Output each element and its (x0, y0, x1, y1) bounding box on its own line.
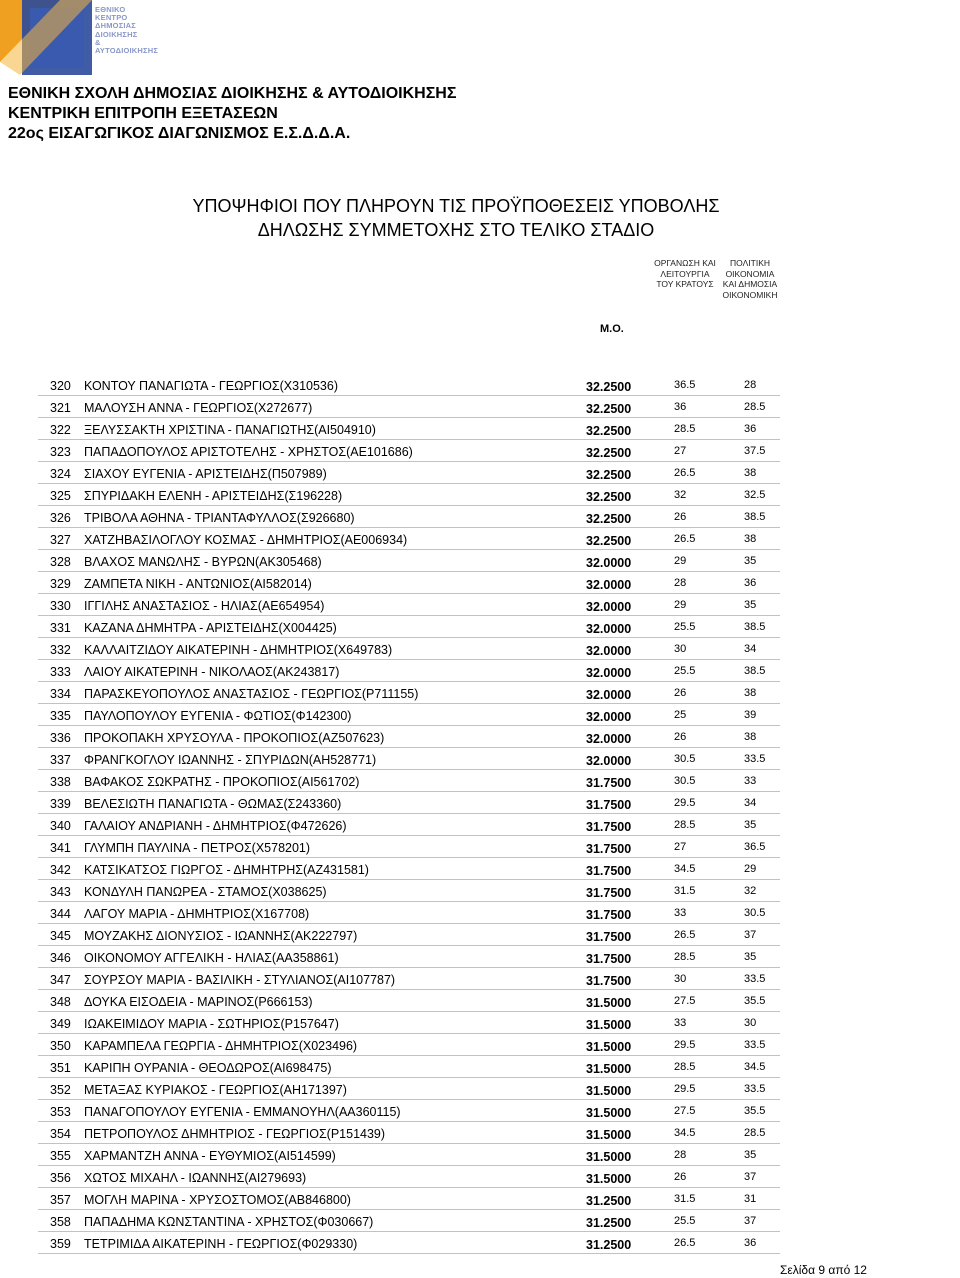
row-number: 330 (50, 599, 71, 613)
row-number: 356 (50, 1171, 71, 1185)
row-number: 328 (50, 555, 71, 569)
candidate-name: ΓΑΛΑΙΟΥ ΑΝΔΡΙΑΝΗ - ΔΗΜΗΤΡΙΟΣ(Φ472626) (84, 819, 347, 833)
average-score: 31.7500 (586, 974, 632, 988)
table-row (38, 638, 780, 660)
row-number: 341 (50, 841, 71, 855)
average-score: 31.7500 (586, 908, 632, 922)
table-row (38, 1188, 780, 1210)
table-row (38, 440, 780, 462)
average-score: 31.7500 (586, 776, 632, 790)
score-economics: 33.5 (744, 1039, 766, 1051)
row-number: 348 (50, 995, 71, 1009)
candidate-name: ΠΑΥΛΟΠΟΥΛΟΥ ΕΥΓΕΝΙΑ - ΦΩΤΙΟΣ(Φ142300) (84, 709, 352, 723)
row-number: 334 (50, 687, 71, 701)
candidate-name: ΜΑΛΟΥΣΗ ΑΝΝΑ - ΓΕΩΡΓΙΟΣ(Χ272677) (84, 401, 313, 415)
candidate-name: ΒΛΑΧΟΣ ΜΑΝΩΛΗΣ - ΒΥΡΩΝ(ΑΚ305468) (84, 555, 322, 569)
column-header-line: ΛΕΙΤΟΥΡΓΙΑ (660, 268, 710, 279)
table-row (38, 550, 780, 572)
row-number: 357 (50, 1193, 71, 1207)
score-economics: 38.5 (744, 511, 766, 523)
candidate-name: ΜΕΤΑΞΑΣ ΚΥΡΙΑΚΟΣ - ΓΕΩΡΓΙΟΣ(ΑΗ171397) (84, 1083, 347, 1097)
score-organization: 26 (674, 511, 687, 523)
row-number: 326 (50, 511, 71, 525)
table-row (38, 572, 780, 594)
logo-line: ΔΙΟΙΚΗΣΗΣ (95, 29, 138, 39)
candidate-name: ΤΡΙΒΟΛΑ ΑΘΗΝΑ - ΤΡΙΑΝΤΑΦΥΛΛΟΣ(Σ926680) (84, 511, 355, 525)
row-number: 350 (50, 1039, 71, 1053)
logo-text (95, 6, 175, 55)
average-score: 31.5000 (586, 1084, 632, 1098)
score-economics: 38.5 (744, 621, 766, 633)
average-score: 31.5000 (586, 1106, 632, 1120)
row-number: 325 (50, 489, 71, 503)
candidate-name: ΤΕΤΡΙΜΙΔΑ ΑΙΚΑΤΕΡΙΝΗ - ΓΕΩΡΓΙΟΣ(Φ029330) (84, 1237, 358, 1251)
table-row (38, 748, 780, 770)
average-score: 31.7500 (586, 798, 632, 812)
table-row (38, 704, 780, 726)
score-economics: 36.5 (744, 841, 766, 853)
score-organization: 33 (674, 1017, 687, 1029)
column-header-line: ΟΡΓΑΝΩΣΗ ΚΑΙ (654, 258, 716, 268)
table-row (38, 616, 780, 638)
score-organization: 30 (674, 973, 687, 985)
candidate-name: ΙΩΑΚΕΙΜΙΔΟΥ ΜΑΡΙΑ - ΣΩΤΗΡΙΟΣ(Ρ157647) (84, 1017, 339, 1031)
score-organization: 30.5 (674, 753, 696, 765)
row-number: 336 (50, 731, 71, 745)
row-number: 322 (50, 423, 71, 437)
row-number: 353 (50, 1105, 71, 1119)
table-row (38, 1100, 780, 1122)
score-organization: 28.5 (674, 1061, 696, 1073)
score-economics: 32.5 (744, 489, 766, 501)
score-organization: 30.5 (674, 775, 696, 787)
average-score: 32.0000 (586, 732, 632, 746)
row-number: 343 (50, 885, 71, 899)
table-row (38, 528, 780, 550)
average-score: 32.0000 (586, 600, 632, 614)
candidate-name: ΧΩΤΟΣ ΜΙΧΑΗΛ - ΙΩΑΝΝΗΣ(ΑΙ279693) (84, 1171, 307, 1185)
row-number: 327 (50, 533, 71, 547)
row-number: 329 (50, 577, 71, 591)
score-organization: 27.5 (674, 1105, 696, 1117)
table-row (38, 660, 780, 682)
document-title (0, 194, 912, 242)
average-score: 32.0000 (586, 688, 632, 702)
average-score: 32.2500 (586, 468, 632, 482)
score-economics: 35 (744, 1149, 757, 1161)
score-organization: 33 (674, 907, 687, 919)
average-score: 32.0000 (586, 556, 632, 570)
table-row (38, 1122, 780, 1144)
table-row (38, 396, 780, 418)
candidate-name: ΠΑΡΑΣΚΕΥΟΠΟΥΛΟΣ ΑΝΑΣΤΑΣΙΟΣ - ΓΕΩΡΓΙΟΣ(Ρ711155) (84, 687, 419, 701)
table-row (38, 770, 780, 792)
score-economics: 33.5 (744, 1083, 766, 1095)
score-organization: 25.5 (674, 621, 696, 633)
candidate-name: ΣΠΥΡΙΔΑΚΗ ΕΛΕΝΗ - ΑΡΙΣΤΕΙΔΗΣ(Σ196228) (84, 489, 343, 503)
score-economics: 34 (744, 643, 757, 655)
table-row (38, 968, 780, 990)
row-number: 331 (50, 621, 71, 635)
row-number: 320 (50, 379, 71, 393)
row-number: 354 (50, 1127, 71, 1141)
score-organization: 26 (674, 731, 687, 743)
row-number: 324 (50, 467, 71, 481)
title-line-1: ΥΠΟΨΗΦΙΟΙ ΠΟΥ ΠΛΗΡΟΥΝ ΤΙΣ ΠΡΟΫΠΟΘΕΣΕΙΣ ΥΠΟΒΟΛΗΣ (192, 196, 720, 216)
table-row (38, 1144, 780, 1166)
logo-emblem-icon (0, 0, 100, 80)
score-organization: 30 (674, 643, 687, 655)
table-row (38, 506, 780, 528)
score-economics: 29 (744, 863, 757, 875)
score-economics: 37 (744, 929, 757, 941)
score-organization: 26.5 (674, 929, 696, 941)
average-score: 31.7500 (586, 886, 632, 900)
average-score: 32.0000 (586, 578, 632, 592)
competition-name: 22ος ΕΙΣΑΓΩΓΙΚΟΣ ΔΙΑΓΩΝΙΣΜΟΣ Ε.Σ.Δ.Δ.Α. (8, 125, 351, 142)
average-score: 31.5000 (586, 1040, 632, 1054)
score-economics: 35.5 (744, 995, 766, 1007)
school-name: ΕΘΝΙΚΗ ΣΧΟΛΗ ΔΗΜΟΣΙΑΣ ΔΙΟΙΚΗΣΗΣ & ΑΥΤΟΔΙΟΙΚΗΣΗΣ (8, 85, 457, 102)
row-number: 332 (50, 643, 71, 657)
logo-line: ΔΗΜΟΣΙΑΣ (95, 21, 136, 31)
score-economics: 33.5 (744, 973, 766, 985)
row-number: 335 (50, 709, 71, 723)
average-score: 32.0000 (586, 710, 632, 724)
candidate-name: ΒΕΛΕΣΙΩΤΗ ΠΑΝΑΓΙΩΤΑ - ΘΩΜΑΣ(Σ243360) (84, 797, 342, 811)
candidate-name: ΣΙΑΧΟΥ ΕΥΓΕΝΙΑ - ΑΡΙΣΤΕΙΔΗΣ(Π507989) (84, 467, 327, 481)
candidate-name: ΔΟΥΚΑ ΕΙΣΟΔΕΙΑ - ΜΑΡΙΝΟΣ(Ρ666153) (84, 995, 313, 1009)
score-economics: 35 (744, 819, 757, 831)
table-row (38, 1210, 780, 1232)
title-line-2: ΔΗΛΩΣΗΣ ΣΥΜΜΕΤΟΧΗΣ ΣΤΟ ΤΕΛΙΚΟ ΣΤΑΔΙΟ (257, 220, 655, 240)
row-number: 344 (50, 907, 71, 921)
row-number: 347 (50, 973, 71, 987)
score-economics: 35.5 (744, 1105, 766, 1117)
score-economics: 38 (744, 731, 757, 743)
average-score: 32.0000 (586, 622, 632, 636)
score-economics: 30.5 (744, 907, 766, 919)
candidate-name: ΚΑΡΙΠΗ ΟΥΡΑΝΙΑ - ΘΕΟΔΩΡΟΣ(ΑΙ698475) (84, 1061, 332, 1075)
row-number: 345 (50, 929, 71, 943)
score-organization: 28 (674, 577, 687, 589)
candidate-name: ΙΓΓΙΛΗΣ ΑΝΑΣΤΑΣΙΟΣ - ΗΛΙΑΣ(ΑΕ654954) (84, 599, 325, 613)
candidate-name: ΚΟΝΔΥΛΗ ΠΑΝΩΡΕΑ - ΣΤΑΜΟΣ(Χ038625) (84, 885, 327, 899)
score-economics: 36 (744, 423, 757, 435)
score-organization: 26 (674, 1171, 687, 1183)
row-number: 355 (50, 1149, 71, 1163)
table-row (38, 462, 780, 484)
score-organization: 29.5 (674, 1083, 696, 1095)
column-header-line: ΠΟΛΙΤΙΚΗ (730, 258, 770, 268)
column-header-line: ΟΙΚΟΝΟΜΙΚΗ (722, 289, 778, 300)
candidate-name: ΚΑΤΣΙΚΑΤΣΟΣ ΓΙΩΡΓΟΣ - ΔΗΜΗΤΡΗΣ(ΑΖ431581) (84, 863, 369, 877)
score-organization: 28.5 (674, 951, 696, 963)
candidate-name: ΓΛΥΜΠΗ ΠΑΥΛΙΝΑ - ΠΕΤΡΟΣ(Χ578201) (84, 841, 311, 855)
candidate-name: ΦΡΑΝΓΚΟΓΛΟΥ ΙΩΑΝΝΗΣ - ΣΠΥΡΙΔΩΝ(ΑΗ528771) (84, 753, 377, 767)
row-number: 352 (50, 1083, 71, 1097)
score-organization: 25 (674, 709, 687, 721)
table-row (38, 924, 780, 946)
table-row (38, 814, 780, 836)
average-score: 32.2500 (586, 424, 632, 438)
candidate-name: ΚΑΖΑΝΑ ΔΗΜΗΤΡΑ - ΑΡΙΣΤΕΙΔΗΣ(Χ004425) (84, 621, 337, 635)
score-organization: 25.5 (674, 665, 696, 677)
table-row (38, 594, 780, 616)
row-number: 338 (50, 775, 71, 789)
table-row (38, 1012, 780, 1034)
score-economics: 31 (744, 1193, 757, 1205)
average-score: 31.5000 (586, 1172, 632, 1186)
score-economics: 39 (744, 709, 757, 721)
page-number: Σελίδα 9 από 12 (780, 1263, 867, 1277)
average-score: 31.7500 (586, 952, 632, 966)
row-number: 337 (50, 753, 71, 767)
score-economics: 33 (744, 775, 757, 787)
candidate-name: ΣΟΥΡΣΟΥ ΜΑΡΙΑ - ΒΑΣΙΛΙΚΗ - ΣΤΥΛΙΑΝΟΣ(ΑΙ107787) (84, 973, 396, 987)
table-row (38, 374, 780, 396)
table-row (38, 726, 780, 748)
score-economics: 28.5 (744, 401, 766, 413)
score-economics: 32 (744, 885, 757, 897)
average-score: 31.5000 (586, 1150, 632, 1164)
organization-header (8, 84, 456, 144)
candidate-name: ΛΑΓΟΥ ΜΑΡΙΑ - ΔΗΜΗΤΡΙΟΣ(Χ167708) (84, 907, 310, 921)
table-row (38, 836, 780, 858)
score-organization: 29 (674, 599, 687, 611)
committee-name: ΚΕΝΤΡΙΚΗ ΕΠΙΤΡΟΠΗ ΕΞΕΤΑΣΕΩΝ (8, 105, 278, 122)
score-organization: 28 (674, 1149, 687, 1161)
score-organization: 29 (674, 555, 687, 567)
candidate-name: ΞΕΛΥΣΣΑΚΤΗ ΧΡΙΣΤΙΝΑ - ΠΑΝΑΓΙΩΤΗΣ(ΑΙ504910) (84, 423, 376, 437)
row-number: 333 (50, 665, 71, 679)
column-header-line: ΚΑΙ ΔΗΜΟΣΙΑ (722, 279, 778, 289)
score-organization: 31.5 (674, 1193, 696, 1205)
average-score: 32.2500 (586, 446, 632, 460)
score-organization: 29.5 (674, 797, 696, 809)
score-organization: 36.5 (674, 379, 696, 391)
score-organization: 26.5 (674, 533, 696, 545)
average-score: 31.5000 (586, 996, 632, 1010)
average-score: 31.7500 (586, 864, 632, 878)
score-organization: 26 (674, 687, 687, 699)
candidate-name: ΠΑΠΑΔΟΠΟΥΛΟΣ ΑΡΙΣΤΟΤΕΛΗΣ - ΧΡΗΣΤΟΣ(ΑΕ101686) (84, 445, 413, 459)
score-organization: 26.5 (674, 467, 696, 479)
logo-line: & (95, 37, 101, 47)
score-economics: 37 (744, 1171, 757, 1183)
candidate-name: ΟΙΚΟΝΟΜΟΥ ΑΓΓΕΛΙΚΗ - ΗΛΙΑΣ(ΑΑ358861) (84, 951, 339, 965)
row-number: 358 (50, 1215, 71, 1229)
row-number: 351 (50, 1061, 71, 1075)
row-number: 359 (50, 1237, 71, 1251)
candidate-name: ΠΑΝΑΓΟΠΟΥΛΟΥ ΕΥΓΕΝΙΑ - ΕΜΜΑΝΟΥΗΛ(ΑΑ360115) (84, 1105, 401, 1119)
score-economics: 37 (744, 1215, 757, 1227)
table-row (38, 946, 780, 968)
table-row (38, 1034, 780, 1056)
score-organization: 31.5 (674, 885, 696, 897)
candidate-name: ΠΕΤΡΟΠΟΥΛΟΣ ΔΗΜΗΤΡΙΟΣ - ΓΕΩΡΓΙΟΣ(Ρ151439) (84, 1127, 386, 1141)
logo-line: ΑΥΤΟΔΙΟΙΚΗΣΗΣ (95, 46, 159, 56)
score-economics: 38 (744, 467, 757, 479)
candidate-name: ΜΟΥΖΑΚΗΣ ΔΙΟΝΥΣΙΟΣ - ΙΩΑΝΝΗΣ(ΑΚ222797) (84, 929, 358, 943)
candidate-name: ΜΟΓΛΗ ΜΑΡΙΝΑ - ΧΡΥΣΟΣΤΟΜΟΣ(ΑΒ846800) (84, 1193, 351, 1207)
average-score: 31.2500 (586, 1238, 632, 1252)
table-row (38, 990, 780, 1012)
score-economics: 33.5 (744, 753, 766, 765)
average-score: 31.2500 (586, 1194, 632, 1208)
column-header-economics (712, 258, 788, 300)
candidate-name: ΧΑΤΖΗΒΑΣΙΛΟΓΛΟΥ ΚΟΣΜΑΣ - ΔΗΜΗΤΡΙΟΣ(ΑΕ006934) (84, 533, 408, 547)
table-row (38, 1078, 780, 1100)
score-organization: 27 (674, 841, 687, 853)
candidate-name: ΛΑΙΟΥ ΑΙΚΑΤΕΡΙΝΗ - ΝΙΚΟΛΑΟΣ(ΑΚ243817) (84, 665, 340, 679)
score-organization: 32 (674, 489, 687, 501)
score-economics: 35 (744, 555, 757, 567)
column-header-organization (650, 258, 720, 290)
score-economics: 35 (744, 599, 757, 611)
candidate-name: ΧΑΡΜΑΝΤΖΗ ΑΝΝΑ - ΕΥΘΥΜΙΟΣ(ΑΙ514599) (84, 1149, 336, 1163)
score-economics: 36 (744, 1237, 757, 1249)
candidate-name: ΠΡΟΚΟΠΑΚΗ ΧΡΥΣΟΥΛΑ - ΠΡΟΚΟΠΙΟΣ(ΑΖ507623) (84, 731, 385, 745)
row-number: 342 (50, 863, 71, 877)
score-organization: 28.5 (674, 819, 696, 831)
score-organization: 34.5 (674, 863, 696, 875)
score-economics: 30 (744, 1017, 757, 1029)
candidate-name: ΒΑΦΑΚΟΣ ΣΩΚΡΑΤΗΣ - ΠΡΟΚΟΠΙΟΣ(ΑΙ561702) (84, 775, 360, 789)
score-economics: 36 (744, 577, 757, 589)
average-score: 32.0000 (586, 644, 632, 658)
column-header-line: ΤΟΥ ΚΡΑΤΟΥΣ (656, 279, 714, 289)
row-number: 349 (50, 1017, 71, 1031)
average-score: 31.5000 (586, 1062, 632, 1076)
score-economics: 38 (744, 687, 757, 699)
row-number: 346 (50, 951, 71, 965)
score-economics: 37.5 (744, 445, 766, 457)
candidate-name: ΚΑΡΑΜΠΕΛΑ ΓΕΩΡΓΙΑ - ΔΗΜΗΤΡΙΟΣ(Χ023496) (84, 1039, 358, 1053)
average-score: 31.7500 (586, 842, 632, 856)
row-number: 339 (50, 797, 71, 811)
candidates-table (38, 374, 780, 1254)
table-row (38, 418, 780, 440)
table-row (38, 682, 780, 704)
column-header-average: Μ.Ο. (600, 323, 624, 335)
average-score: 31.7500 (586, 930, 632, 944)
table-row (38, 484, 780, 506)
candidate-name: ΚΟΝΤΟΥ ΠΑΝΑΓΙΩΤΑ - ΓΕΩΡΓΙΟΣ(Χ310536) (84, 379, 338, 393)
table-row (38, 858, 780, 880)
candidate-name: ΠΑΠΑΔΗΜΑ ΚΩΝΣΤΑΝΤΙΝΑ - ΧΡΗΣΤΟΣ(Φ030667) (84, 1215, 374, 1229)
score-economics: 34.5 (744, 1061, 766, 1073)
average-score: 31.5000 (586, 1128, 632, 1142)
table-row (38, 792, 780, 814)
average-score: 31.2500 (586, 1216, 632, 1230)
score-organization: 26.5 (674, 1237, 696, 1249)
average-score: 32.2500 (586, 402, 632, 416)
score-economics: 34 (744, 797, 757, 809)
score-economics: 38 (744, 533, 757, 545)
score-organization: 34.5 (674, 1127, 696, 1139)
average-score: 31.7500 (586, 820, 632, 834)
table-row (38, 1056, 780, 1078)
average-score: 31.5000 (586, 1018, 632, 1032)
score-economics: 28.5 (744, 1127, 766, 1139)
candidate-name: ΚΑΛΛΑΙΤΖΙΔΟΥ ΑΙΚΑΤΕΡΙΝΗ - ΔΗΜΗΤΡΙΟΣ(Χ649783) (84, 643, 393, 657)
score-organization: 27.5 (674, 995, 696, 1007)
score-organization: 29.5 (674, 1039, 696, 1051)
table-row (38, 1166, 780, 1188)
candidate-name: ΖΑΜΠΕΤΑ ΝΙΚΗ - ΑΝΤΩΝΙΟΣ(ΑΙ582014) (84, 577, 312, 591)
score-economics: 38.5 (744, 665, 766, 677)
row-number: 321 (50, 401, 71, 415)
score-organization: 27 (674, 445, 687, 457)
score-economics: 35 (744, 951, 757, 963)
average-score: 32.2500 (586, 512, 632, 526)
table-row (38, 1232, 780, 1254)
average-score: 32.0000 (586, 666, 632, 680)
score-economics: 28 (744, 379, 757, 391)
column-header-line: ΟΙΚΟΝΟΜΙΑ (725, 268, 775, 279)
score-organization: 28.5 (674, 423, 696, 435)
row-number: 340 (50, 819, 71, 833)
row-number: 323 (50, 445, 71, 459)
average-score: 32.2500 (586, 534, 632, 548)
score-organization: 36 (674, 401, 687, 413)
average-score: 32.2500 (586, 380, 632, 394)
table-row (38, 880, 780, 902)
table-row (38, 902, 780, 924)
average-score: 32.0000 (586, 754, 632, 768)
score-organization: 25.5 (674, 1215, 696, 1227)
ekdda-logo (0, 0, 176, 80)
average-score: 32.2500 (586, 490, 632, 504)
logo-line: ΕΘΝΙΚΟ (95, 5, 126, 14)
logo-line: ΚΕΝΤΡΟ (95, 13, 128, 23)
